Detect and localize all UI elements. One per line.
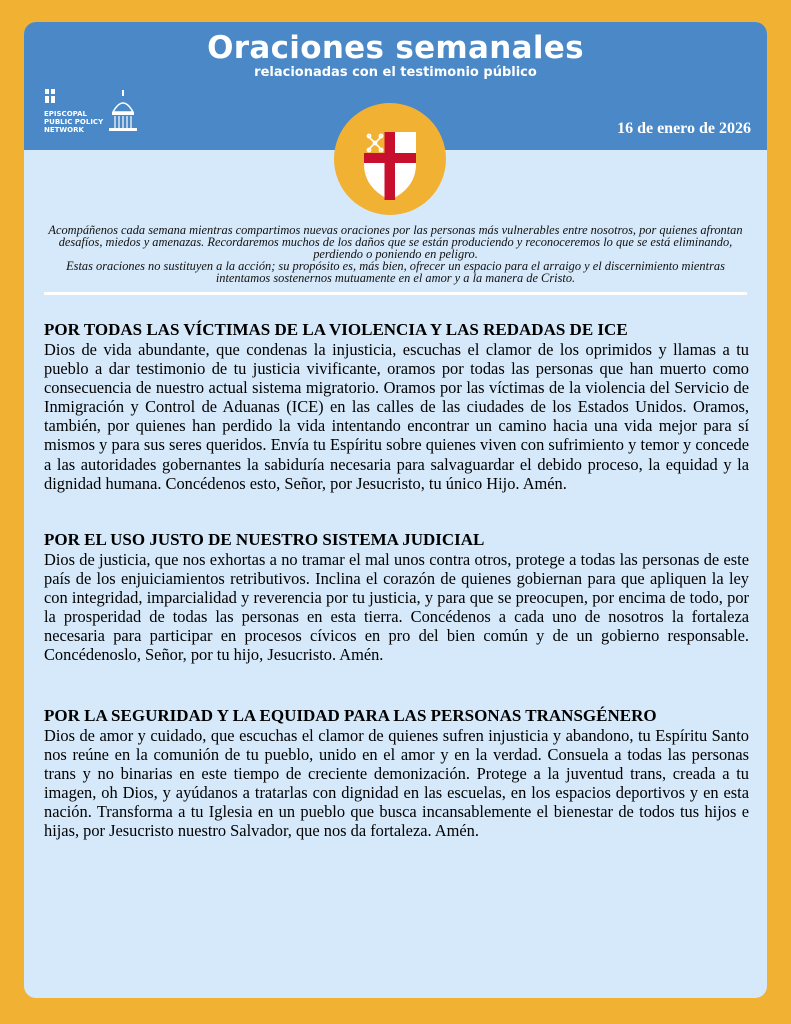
prayer-body: Dios de amor y cuidado, que escuchas el clamor de quienes sufren injusticia y abandono, tu Espíritu Santo nos reúne en la comunión de tu pueblo, unido en el amor y en la verdad. Consuela a todas las personas trans y no binarias en este tiempo de creciente demonización. Protege a la juventud trans, creada a tu imagen, oh Dios, y ayúdanos a tratarlas con dignidad en las escuelas, en los espacios deportivos y en esta nación. Transforma a tu Iglesia en un pueblo que busca incansablemente el bienestar de todos tus hijos e hijas, por Jesucristo nuestro Salvador, que nos da fortaleza. Amén.	[44, 726, 749, 841]
logo-line: NETWORK	[44, 126, 84, 134]
divider	[44, 292, 747, 295]
prayer-heading: POR LA SEGURIDAD Y LA EQUIDAD PARA LAS PERSONAS TRANSGÉNERO	[44, 706, 657, 725]
prayer-heading: POR TODAS LAS VÍCTIMAS DE LA VIOLENCIA Y LAS REDADAS DE ICE	[44, 320, 628, 339]
prayer-section	[44, 530, 749, 665]
page-title: Oraciones semanales	[207, 30, 584, 66]
logo-line: EPISCOPAL	[44, 110, 88, 118]
prayer-card	[24, 22, 767, 998]
intro-paragraph: Acompáñenos cada semana mientras compartimos nuevas oraciones por las personas más vulnerables entre nosotros, por quienes afrontan desafíos, miedos y amenazas. Recordaremos muchos de los daños que se están produciendo y reconoceremos lo que se está eliminando, perdiendo o poniendo en peligro.	[48, 223, 743, 261]
prayer-heading: POR EL USO JUSTO DE NUESTRO SISTEMA JUDICIAL	[44, 530, 485, 549]
prayer-body: Dios de justicia, que nos exhortas a no tramar el mal unos contra otros, protege a todas las personas de este país de los enjuiciamientos retributivos. Inclina el corazón de quienes gobiernan para que apliquen la ley con integridad, imparcialidad y reverencia por tu justicia, y para que se preocupen, por encima de todo, por la prosperidad de todas las personas en esta tierra. Concédenos a cada uno de nosotros la fortaleza necesaria para participar en procesos cívicos en pro del bien común y de un gobierno responsable. Concédenoslo, Señor, por tu hijo, Jesucristo. Amén.	[44, 550, 749, 665]
prayer-section	[44, 320, 749, 493]
page-subtitle: relacionadas con el testimonio público	[254, 65, 537, 80]
logo-wordmark	[44, 110, 114, 134]
prayer-body: Dios de vida abundante, que condenas la injusticia, escuchas el clamor de los oprimidos y llamas a tu pueblo a dar testimonio de tu justicia vivificante, oramos por todas las personas que han muerto como consecuencia de nuestro actual sistema migratorio. Oramos por las víctimas de la violencia del Servicio de Inmigración y Control de Aduanas (ICE) en las calles de las ciudades de los Estados Unidos. Oramos, también, por quienes han perdido la vida intentando encontrar un camino hacia una vida mejor para sí mismos y para sus seres queridos. Envía tu Espíritu sobre quienes viven con sufrimiento y temor y concede a las autoridades gobernantes la sabiduría necesaria para salvaguardar el debido proceso, la equidad y la dignidad humana. Concédenos esto, Señor, por Jesucristo, tu único Hijo. Amén.	[44, 340, 749, 493]
episcopal-shield-emblem	[333, 102, 447, 216]
logo-line: PUBLIC POLICY	[44, 118, 104, 126]
prayer-section	[44, 706, 749, 841]
intro-text	[44, 224, 747, 284]
eppn-logo	[44, 88, 154, 140]
date-label: 16 de enero de 2026	[617, 120, 751, 137]
intro-paragraph: Estas oraciones no sustituyen a la acción; su propósito es, más bien, ofrecer un espacio para el arraigo y el discernimiento mientras intentamos sostenernos mutuamente en el amor y a la manera de Cristo.	[66, 259, 725, 285]
cross-icon	[44, 88, 56, 104]
